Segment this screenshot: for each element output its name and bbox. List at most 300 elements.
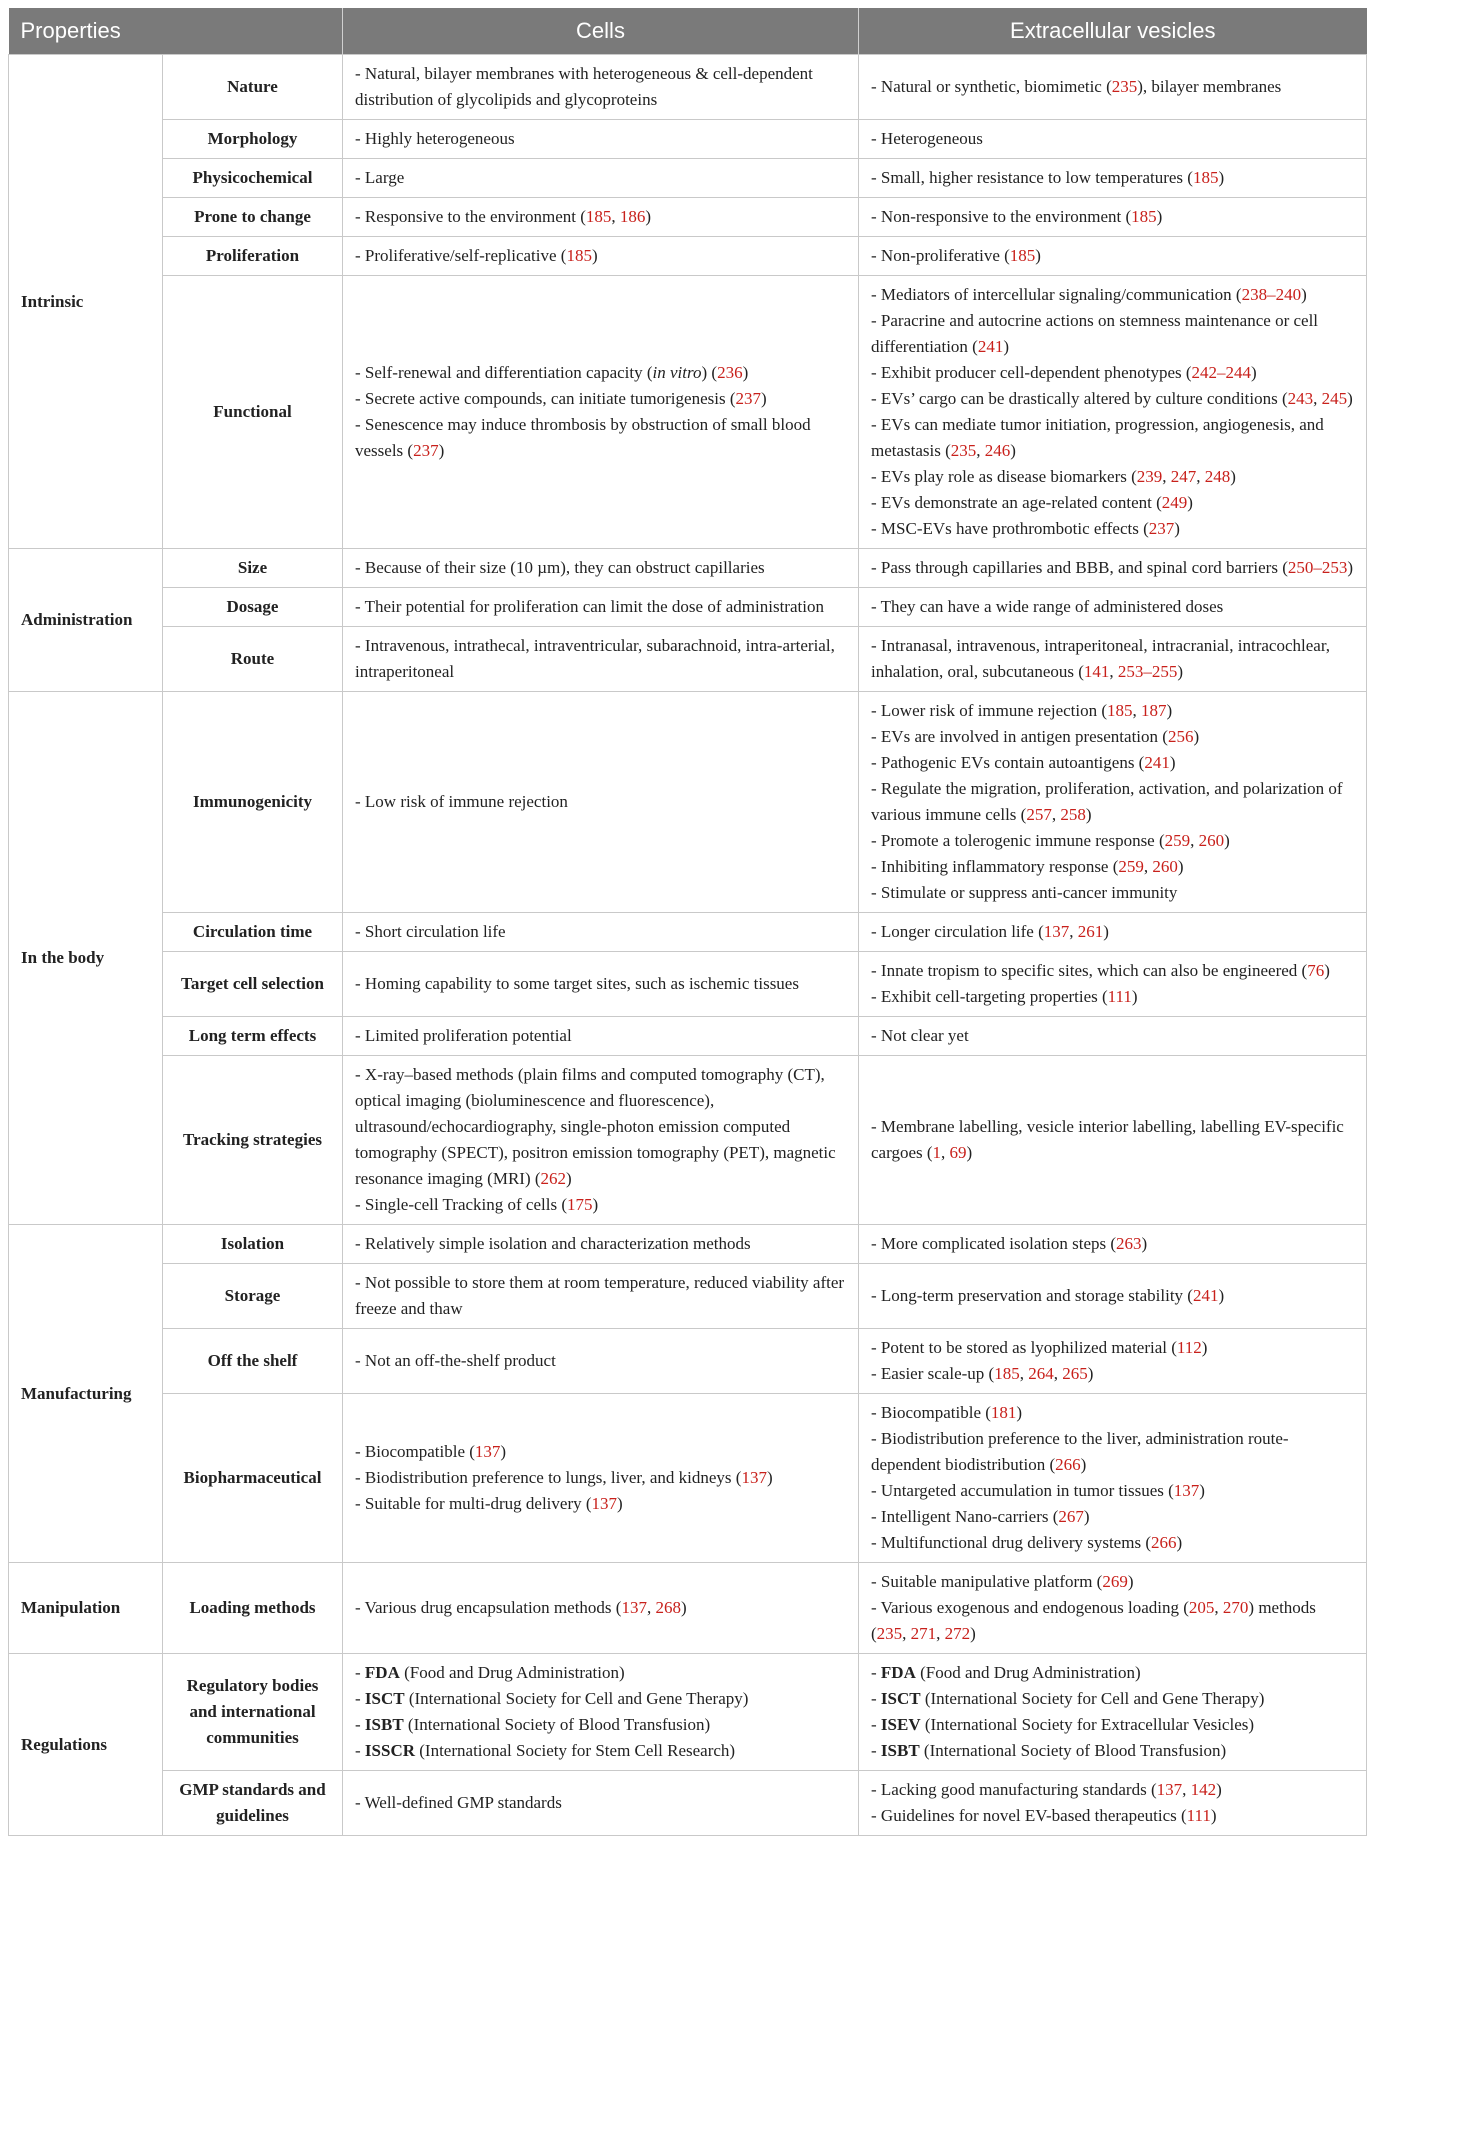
property-cell: Dosage [163,588,343,627]
text-segment: - [355,1741,365,1760]
description-line [355,165,846,191]
description-line [871,308,1354,360]
reference-link[interactable]: 235 [1111,77,1138,96]
reference-link[interactable]: 142 [1190,1780,1217,1799]
reference-link[interactable]: 269 [1102,1572,1128,1591]
text-segment: , [1190,831,1199,850]
reference-link[interactable]: 266 [1150,1533,1177,1552]
reference-link[interactable]: 175 [567,1195,593,1214]
text-segment: - Stimulate or suppress anti-cancer immunity [871,883,1178,902]
property-cell: Nature [163,55,343,120]
reference-link[interactable]: 185 [585,207,612,226]
text-segment: ) [1127,1572,1134,1591]
text-segment: (International Society for Cell and Gene Therapy) [920,1689,1265,1708]
text-segment: - Proliferative/self-replicative ( [355,246,567,265]
table-row [9,588,1367,627]
reference-link[interactable]: 186 [619,207,646,226]
table-row [9,627,1367,692]
text-segment: ) [592,1195,599,1214]
cells-description-cell [343,120,859,159]
description-line [355,1491,846,1517]
reference-link[interactable]: 253–255 [1117,662,1178,681]
text-segment: , [1196,467,1205,486]
text-segment: ) [1177,857,1184,876]
organization-acronym: FDA [364,1663,400,1682]
property-cell: Morphology [163,120,343,159]
reference-link[interactable]: 137 [474,1442,501,1461]
description-line [871,555,1354,581]
reference-link[interactable]: 242–244 [1191,363,1252,382]
text-segment: ) [1324,961,1330,980]
text-segment: , [902,1624,911,1643]
ev-description-cell [859,1329,1367,1394]
text-segment: - Potent to be stored as lyophilized material ( [871,1338,1177,1357]
table-row [9,692,1367,913]
description-line [871,516,1354,542]
text-segment: - Biodistribution preference to the liver, administration route-dependent biodistribution ( [871,1429,1289,1474]
text-segment: - [355,1689,365,1708]
text-segment: , [646,1598,656,1617]
table-row [9,1394,1367,1563]
text-segment: , [1069,922,1078,941]
reference-link[interactable]: 112 [1176,1338,1202,1357]
text-segment: - Intranasal, intravenous, intraperitoneal, intracranial, intracochlear, inhalation, oral, subcutaneous ( [871,636,1331,681]
organization-acronym: ISCT [364,1689,405,1708]
description-line [871,698,1354,724]
description-line [355,594,846,620]
reference-link[interactable]: 265 [1062,1364,1088,1383]
text-segment: - Limited proliferation potential [355,1026,572,1045]
ev-description-cell [859,1654,1367,1771]
text-segment: , [1313,389,1322,408]
reference-link[interactable]: 236 [717,363,743,382]
text-segment: - Not an off-the-shelf product [355,1351,556,1370]
reference-link[interactable]: 264 [1028,1364,1054,1383]
property-cell: Physicochemical [163,159,343,198]
text-segment: ) [1187,493,1193,512]
table-row [9,1225,1367,1264]
text-segment: - Non-responsive to the environment ( [871,207,1132,226]
text-segment: - Various drug encapsulation methods ( [355,1598,622,1617]
text-segment: ) [1301,285,1307,304]
description-line [355,789,846,815]
description-line [871,74,1354,100]
description-line [871,1686,1354,1712]
text-segment: (International Society for Extracellular Vesicles) [920,1715,1255,1734]
reference-link[interactable]: 137 [1043,922,1070,941]
text-segment: - Multifunctional drug delivery systems ( [871,1533,1151,1552]
cells-description-cell [343,159,859,198]
reference-link[interactable]: 263 [1116,1234,1142,1253]
reference-link[interactable]: 249 [1161,493,1188,512]
reference-link[interactable]: 137 [1173,1481,1200,1500]
description-line [871,1400,1354,1426]
cells-description-cell [343,1563,859,1654]
ev-description-cell [859,1017,1367,1056]
description-line [355,1348,846,1374]
text-segment: , [1182,1780,1191,1799]
ev-description-cell [859,55,1367,120]
reference-link[interactable]: 185 [1107,701,1133,720]
reference-link[interactable]: 262 [540,1169,567,1188]
reference-link[interactable]: 271 [910,1624,937,1643]
text-segment: - [871,1689,881,1708]
description-line [355,1270,846,1322]
reference-link[interactable]: 245 [1321,389,1348,408]
text-segment: - Innate tropism to specific sites, which can also be engineered ( [871,961,1308,980]
ev-description-cell [859,913,1367,952]
reference-link[interactable]: 205 [1188,1598,1215,1617]
property-cell: Long term effects [163,1017,343,1056]
category-cell: Regulations [9,1654,163,1836]
ev-description-cell [859,1225,1367,1264]
text-segment: - Intelligent Nano-carriers ( [871,1507,1059,1526]
reference-link[interactable]: 185 [1192,168,1219,187]
cells-description-cell [343,55,859,120]
reference-link[interactable]: 241 [1192,1286,1219,1305]
text-segment: (International Society of Blood Transfusion) [403,1715,711,1734]
ev-description-cell [859,1563,1367,1654]
text-segment: - Small, higher resistance to low temperatures ( [871,168,1193,187]
category-cell: Manufacturing [9,1225,163,1563]
text-segment: ) [1216,1780,1222,1799]
reference-link[interactable]: 1 [932,1143,942,1162]
text-segment: - Natural, bilayer membranes with heterogeneous & cell-dependent distribution of glycolipids and glycoproteins [355,64,813,109]
text-segment: - EVs can mediate tumor initiation, progression, angiogenesis, and metastasis ( [871,415,1324,460]
property-cell: Off the shelf [163,1329,343,1394]
comparison-table [8,8,1367,1836]
text-segment: ) [1218,168,1225,187]
table-row [9,1771,1367,1836]
description-line [871,1361,1354,1387]
ev-description-cell [859,952,1367,1017]
text-segment: - Regulate the migration, proliferation, activation, and polarization of various immune cells ( [871,779,1343,824]
table-row [9,1017,1367,1056]
reference-link[interactable]: 76 [1307,961,1325,980]
text-segment: - [355,1715,365,1734]
reference-link[interactable]: 111 [1186,1806,1211,1825]
reference-link[interactable]: 246 [984,441,1011,460]
reference-link[interactable]: 237 [413,441,439,460]
text-segment: , [1132,701,1142,720]
text-segment: - Biodistribution preference to lungs, liver, and kidneys ( [355,1468,742,1487]
text-segment: , [936,1624,945,1643]
description-line [871,958,1354,984]
description-line [871,828,1354,854]
reference-link[interactable]: 256 [1167,727,1194,746]
reference-link[interactable]: 259 [1164,831,1191,850]
description-line [355,1062,846,1192]
table-row [9,1563,1367,1654]
property-cell: Functional [163,276,343,549]
text-segment: ) [1230,467,1236,486]
description-line [355,412,846,464]
text-segment: - EVs are involved in antigen presentation ( [871,727,1168,746]
text-segment: ) [1251,363,1257,382]
reference-link[interactable]: 260 [1198,831,1225,850]
reference-link[interactable]: 239 [1136,467,1163,486]
text-segment: - EVs demonstrate an age-related content ( [871,493,1162,512]
ev-description-cell [859,1394,1367,1563]
text-segment: - Long-term preservation and storage stability ( [871,1286,1193,1305]
text-segment: - Suitable for multi-drug delivery ( [355,1494,592,1513]
description-line [871,386,1354,412]
table-row [9,198,1367,237]
text-segment: ), bilayer membranes [1137,77,1282,96]
reference-link[interactable]: 137 [1156,1780,1183,1799]
cells-description-cell [343,1771,859,1836]
description-line [355,1790,846,1816]
description-line [871,1023,1354,1049]
description-line [355,1465,846,1491]
text-segment: - Inhibiting inflammatory response ( [871,857,1119,876]
organization-acronym: ISEV [880,1715,921,1734]
table-row [9,276,1367,549]
reference-link[interactable]: 185 [1009,246,1036,265]
property-cell: Tracking strategies [163,1056,343,1225]
text-segment: ) [1210,1806,1217,1825]
description-line [355,1439,846,1465]
description-line [355,1231,846,1257]
reference-link[interactable]: 258 [1060,805,1086,824]
reference-link[interactable]: 137 [591,1494,618,1513]
text-segment: ) [966,1143,973,1162]
ev-description-cell [859,120,1367,159]
text-segment: , [1109,662,1118,681]
category-cell: Intrinsic [9,55,163,549]
text-segment: - They can have a wide range of administered doses [871,597,1224,616]
reference-link[interactable]: 268 [655,1598,681,1617]
description-line [871,854,1354,880]
text-segment: ) [438,441,445,460]
text-segment: ) [1087,1364,1094,1383]
header-cells: Cells [343,8,859,55]
reference-link[interactable]: 248 [1204,467,1231,486]
text-segment: - Lacking good manufacturing standards ( [871,1780,1157,1799]
property-cell: Loading methods [163,1563,343,1654]
organization-acronym: ISSCR [364,1741,416,1760]
text-segment: ) [645,207,652,226]
reference-link[interactable]: 185 [566,246,592,265]
ev-description-cell [859,276,1367,549]
reference-link[interactable]: 241 [977,337,1004,356]
cells-description-cell [343,198,859,237]
property-cell: Proliferation [163,237,343,276]
text-segment: ) [1083,1507,1090,1526]
description-line [355,633,846,685]
text-segment: (Food and Drug Administration) [399,1663,625,1682]
text-segment: - Exhibit cell-targeting properties ( [871,987,1108,1006]
text-segment: ) [1218,1286,1225,1305]
description-line [871,490,1354,516]
reference-link[interactable]: 272 [944,1624,971,1643]
description-line [355,971,846,997]
text-segment: - Biocompatible ( [871,1403,991,1422]
text-segment: - Longer circulation life ( [871,922,1044,941]
text-segment: , [1162,467,1171,486]
text-segment: - X-ray–based methods (plain films and computed tomography (CT), optical imaging (bioluminescence and fluorescence), ultrasound/echocardiography, single-photon emission computed tomography (SPECT), positron emission tomography (PET), magnetic resonance imaging (MRI) ( [355,1065,836,1188]
property-cell: Immunogenicity [163,692,343,913]
description-line [355,1595,846,1621]
ev-description-cell [859,549,1367,588]
text-segment: - MSC-EVs have prothrombotic effects ( [871,519,1149,538]
italic-text: in vitro [652,363,702,382]
reference-link[interactable]: 261 [1077,922,1104,941]
text-segment: ) [1166,701,1173,720]
ev-description-cell [859,1056,1367,1225]
text-segment: - Pathogenic EVs contain autoantigens ( [871,753,1145,772]
description-line [355,555,846,581]
reference-link[interactable]: 267 [1058,1507,1084,1526]
reference-link[interactable]: 187 [1141,701,1167,720]
description-line [871,412,1354,464]
reference-link[interactable]: 181 [990,1403,1017,1422]
description-line [871,1660,1354,1686]
reference-link[interactable]: 247 [1170,467,1197,486]
table-row [9,1264,1367,1329]
text-segment: ) [1131,987,1138,1006]
reference-link[interactable]: 260 [1152,857,1178,876]
table-row [9,55,1367,120]
text-segment: (International Society for Stem Cell Research) [415,1741,736,1760]
text-segment: ) ( [701,363,718,382]
reference-link[interactable]: 137 [621,1598,647,1617]
text-segment: ) [1224,831,1230,850]
reference-link[interactable]: 257 [1026,805,1052,824]
text-segment: - [355,1663,365,1682]
table-row [9,1329,1367,1394]
text-segment: - Various exogenous and endogenous loading ( [871,1598,1189,1617]
description-line [871,1335,1354,1361]
description-line [871,1231,1354,1257]
description-line [355,243,846,269]
reference-link[interactable]: 266 [1055,1455,1081,1474]
category-cell: In the body [9,692,163,1225]
text-segment: ) [1080,1455,1087,1474]
ev-description-cell [859,159,1367,198]
table-row [9,120,1367,159]
description-line [871,1777,1354,1803]
reference-link[interactable]: 243 [1287,389,1314,408]
category-cell: Manipulation [9,1563,163,1654]
description-line [871,919,1354,945]
text-segment: - Not clear yet [871,1026,969,1045]
description-line [871,464,1354,490]
text-segment: , [1019,1364,1029,1383]
reference-link[interactable]: 237 [735,389,761,408]
header-row [9,8,1367,55]
text-segment: , [1143,857,1153,876]
reference-link[interactable]: 111 [1107,987,1132,1006]
cells-description-cell [343,913,859,952]
text-segment: - Lower risk of immune rejection ( [871,701,1108,720]
text-segment: - Secrete active compounds, can initiate tumorigenesis ( [355,389,736,408]
description-line [871,360,1354,386]
reference-link[interactable]: 241 [1144,753,1170,772]
description-line [871,1595,1354,1647]
cells-description-cell [343,1329,859,1394]
cells-description-cell [343,1264,859,1329]
table-row [9,1056,1367,1225]
text-segment: - Natural or synthetic, biomimetic ( [871,77,1112,96]
text-segment: - Heterogeneous [871,129,983,148]
text-segment: - Short circulation life [355,922,506,941]
text-segment: - Exhibit producer cell-dependent phenotypes ( [871,363,1192,382]
reference-link[interactable]: 237 [1148,519,1175,538]
text-segment: (International Society of Blood Transfusion) [919,1741,1227,1760]
property-cell: Biopharmaceutical [163,1394,343,1563]
description-line [871,243,1354,269]
reference-link[interactable]: 141 [1083,662,1110,681]
cells-description-cell [343,1056,859,1225]
text-segment: - Mediators of intercellular signaling/communication ( [871,285,1242,304]
reference-link[interactable]: 137 [741,1468,767,1487]
text-segment: - Suitable manipulative platform ( [871,1572,1103,1591]
ev-description-cell [859,692,1367,913]
text-segment: ) [1177,662,1184,681]
description-line [871,1738,1354,1764]
description-line [871,1114,1354,1166]
reference-link[interactable]: 270 [1222,1598,1249,1617]
description-line [871,1426,1354,1478]
text-segment: , [611,207,620,226]
text-segment: - Relatively simple isolation and characterization methods [355,1234,751,1253]
description-line [871,204,1354,230]
text-segment: , [1051,805,1061,824]
text-segment: - Membrane labelling, vesicle interior labelling, labelling EV-specific cargoes ( [871,1117,1344,1162]
property-cell: Isolation [163,1225,343,1264]
text-segment: - Easier scale-up ( [871,1364,995,1383]
property-cell: Route [163,627,343,692]
text-segment: - [871,1663,881,1682]
reference-link[interactable]: 235 [876,1624,903,1643]
text-segment: - Single-cell Tracking of cells ( [355,1195,567,1214]
description-line [355,1192,846,1218]
reference-link[interactable]: 185 [1131,207,1157,226]
property-cell: Target cell selection [163,952,343,1017]
reference-link[interactable]: 235 [950,441,977,460]
text-segment: , [941,1143,950,1162]
description-line [871,750,1354,776]
text-segment: - Biocompatible ( [355,1442,475,1461]
text-segment: (International Society for Cell and Gene Therapy) [404,1689,749,1708]
reference-link[interactable]: 69 [949,1143,967,1162]
description-line [871,1803,1354,1829]
cells-description-cell [343,952,859,1017]
header-extracellular-vesicles: Extracellular vesicles [859,8,1367,55]
description-line [871,1712,1354,1738]
description-line [871,126,1354,152]
text-segment: ) [1085,805,1092,824]
table-row [9,913,1367,952]
description-line [355,1712,846,1738]
description-line [871,1478,1354,1504]
text-segment: ) [1347,389,1353,408]
description-line [871,1504,1354,1530]
text-segment: - Untargeted accumulation in tumor tissues ( [871,1481,1174,1500]
text-segment: - Responsive to the environment ( [355,207,586,226]
reference-link[interactable]: 259 [1118,857,1144,876]
description-line [355,1660,846,1686]
reference-link[interactable]: 250–253 [1287,558,1348,577]
text-segment: - Promote a tolerogenic immune response ( [871,831,1165,850]
text-segment: - Low risk of immune rejection [355,792,568,811]
description-line [355,61,846,113]
text-segment: - Paracrine and autocrine actions on stemness maintenance or cell differentiation ( [871,311,1319,356]
reference-link[interactable]: 238–240 [1241,285,1302,304]
reference-link[interactable]: 185 [994,1364,1020,1383]
text-segment: - Self-renewal and differentiation capacity ( [355,363,653,382]
